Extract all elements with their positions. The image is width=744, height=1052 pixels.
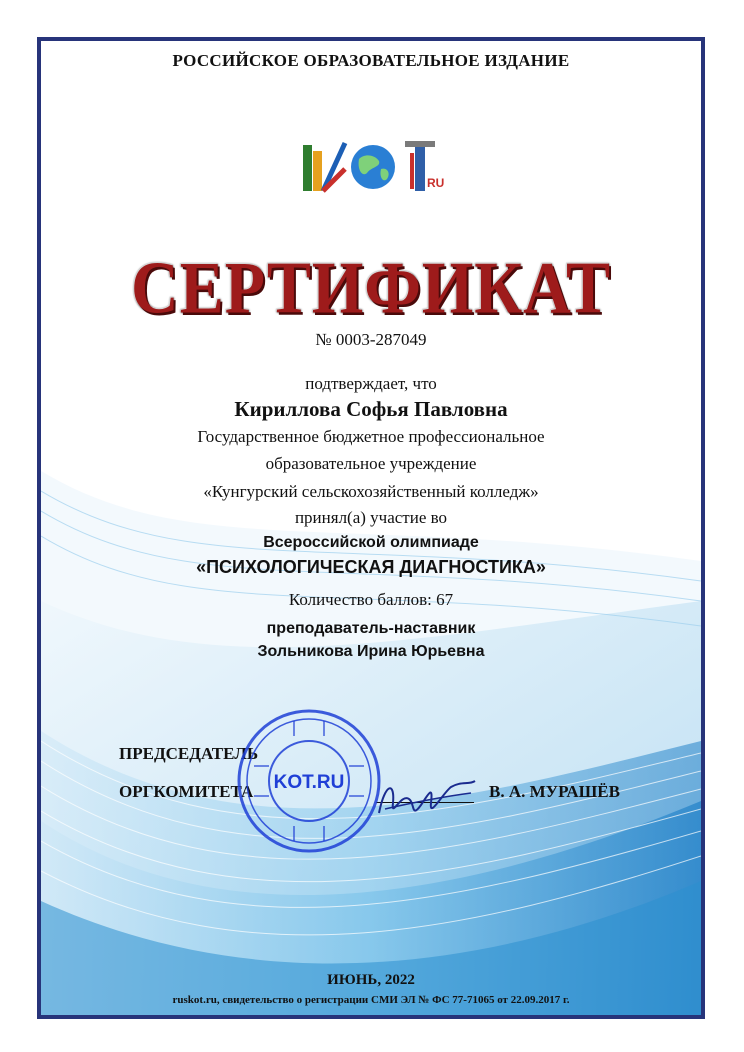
chair-title-line-1: ПРЕДСЕДАТЕЛЬ [119, 744, 259, 763]
signature-mark [371, 763, 481, 833]
event-line-1: Всероссийской олимпиаде [263, 534, 479, 551]
certificate-content [41, 41, 701, 1015]
recipient-name: Кириллова Софья Павловна [234, 397, 508, 421]
official-stamp [234, 706, 384, 856]
organization-line-1: Государственное бюджетное профессиональное [197, 427, 545, 446]
score-text: Количество баллов: 67 [288, 590, 454, 609]
mentor-role: преподаватель-наставник [266, 620, 476, 637]
chair-title-line-2: ОРГКОМИТЕТА [119, 782, 254, 801]
certificate-frame [37, 37, 705, 1019]
kot-logo [301, 137, 451, 193]
certificate-title: СЕРТИФИКАТ [131, 247, 611, 330]
organization-line-3: «Кунгурский сельскохозяйственный колледж» [203, 482, 539, 501]
confirms-text: подтверждает, что [305, 374, 437, 393]
organization-line-2: образовательное учреждение [265, 454, 477, 473]
issue-date: ИЮНЬ, 2022 [327, 972, 415, 988]
stamp-center-text: KOT.RU [273, 772, 345, 793]
event-line-2: «ПСИХОЛОГИЧЕСКАЯ ДИАГНОСТИКА» [196, 557, 546, 577]
participation-text: принял(а) участие во [294, 508, 448, 527]
certificate-number: № 0003-287049 [315, 330, 427, 349]
logo-ru-text: RU [427, 176, 445, 190]
signer-name: В. А. МУРАШЁВ [489, 782, 620, 801]
publisher-header: РОССИЙСКОЕ ОБРАЗОВАТЕЛЬНОЕ ИЗДАНИЕ [172, 51, 570, 70]
mentor-name: Зольникова Ирина Юрьевна [257, 643, 485, 660]
registration-footer: ruskot.ru, свидетельство о регистрации СМИ ЭЛ № ФС 77-71065 от 22.09.2017 г. [172, 994, 570, 1006]
